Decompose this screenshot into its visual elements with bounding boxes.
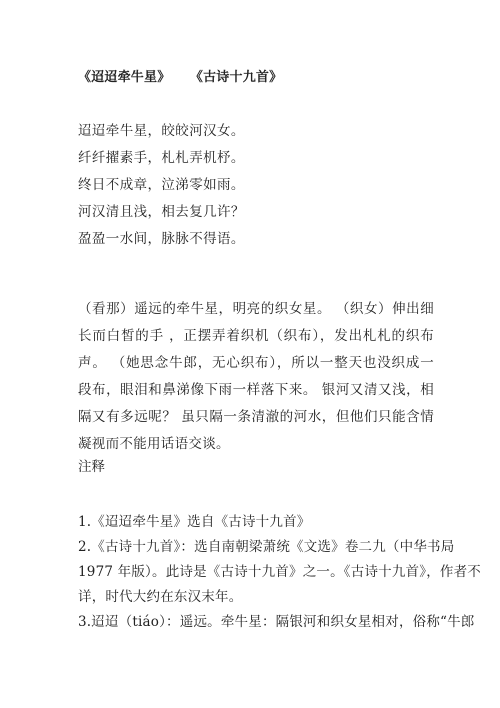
note-line: 1.《迢迢牵牛星》选自《古诗十九首》 [78,514,311,530]
translation-paragraph: （看那）遥远的牵牛星，明亮的织女星。 （织女）伸出细长而白皙的手 ，正摆弄着织机（织布），发出札札的织布声。 （她思念牛郎，无心织布），所以一整天也没织成一段布，眼泪和鼻涕像下雨一样落下来。 银河又清又浅，相隔又有多远呢？ 虽只隔一条清澈的河水，但他们只能含情凝视而不能用话语交谈。 [78,301,434,452]
poem-body [78,118,438,253]
poem-line: 河汉清且浅，相去复几许？ [78,204,245,220]
poem-title: 《迢迢牵牛星》 [78,70,171,85]
poem-line: 迢迢牵牛星，皎皎河汉女。 [78,123,245,139]
note-line: 1977 年版）。此诗是《古诗十九首》之一。《古诗十九首》，作者不 [78,564,481,580]
note-line: 2.《古诗十九首》：选自南朝梁萧统《文选》卷二九（中华书局 [78,539,455,555]
document-title [78,66,282,85]
poem-line: 终日不成章，泣涕零如雨。 [78,177,245,193]
notes-heading: 注释 [78,459,105,475]
source-title: 《古诗十九首》 [196,70,283,85]
notes-list [78,510,481,635]
note-line: 3.迢迢（tiáo）：遥远。牵牛星：隔银河和织女星相对，俗称“牛郎 [78,614,475,630]
poem-line: 盈盈一水间，脉脉不得语。 [78,231,245,247]
note-line: 详，时代大约在东汉末年。 [78,589,243,605]
poem-line: 纤纤擢素手，札札弄机杼。 [78,150,245,166]
